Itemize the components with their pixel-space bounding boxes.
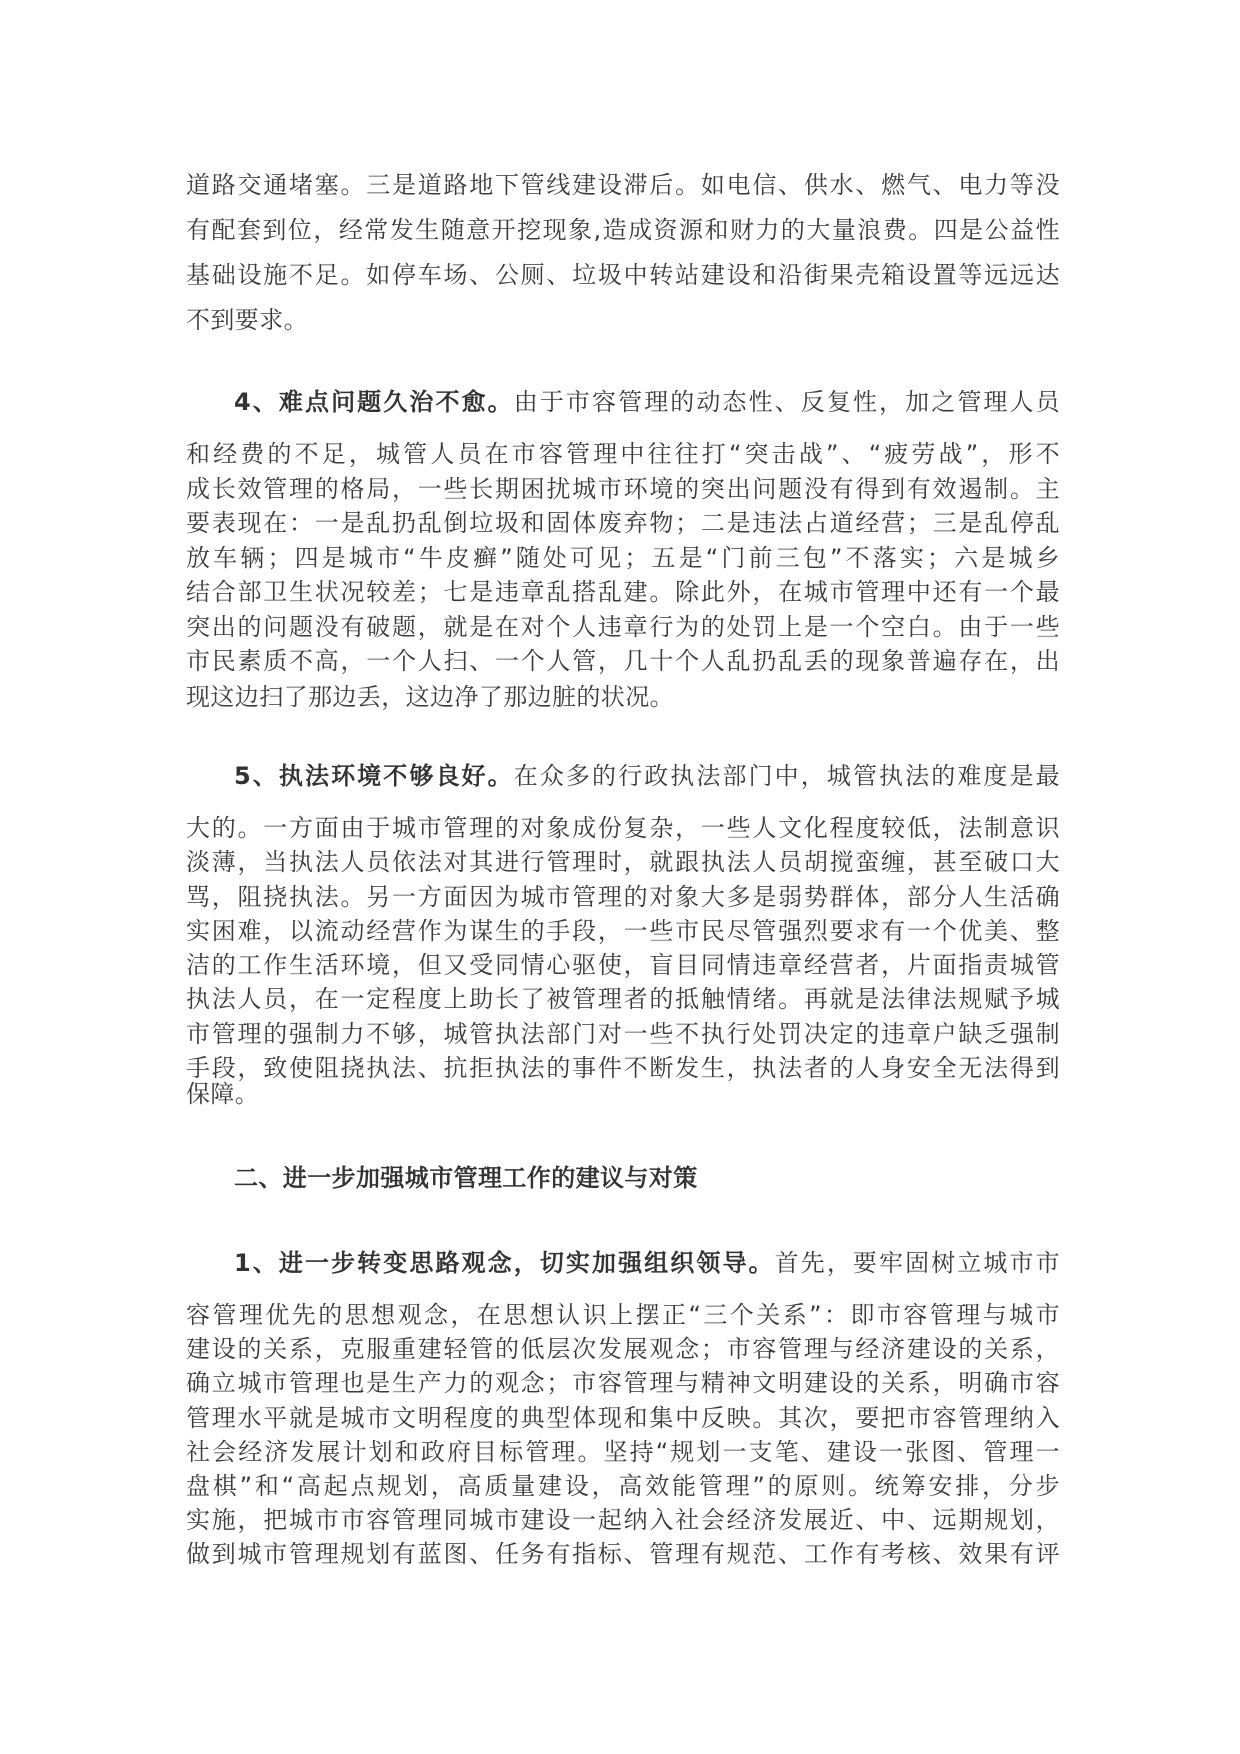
text-line: 执法人员，在一定程度上助长了被管理者的抵触情绪。再就是法律法规赋予城 xyxy=(186,985,1060,1014)
text-line: 手段，致使阻挠执法、抗拒执法的事件不断发生，执法者的人身安全无法得到 xyxy=(186,1054,1060,1083)
text-line: 洁的工作生活环境，但又受同情心驱使，盲目同情违章经营者，片面指责城管 xyxy=(186,951,1060,980)
text-line: 保障。 xyxy=(186,1080,260,1108)
text-line: 结合部卫生状况较差；七是违章乱搭乱建。除此外，在城市管理中还有一个最 xyxy=(186,578,1060,606)
paragraph-difficult-problems-last-line xyxy=(186,682,1060,712)
text-line: 有配套到位，经常发生随意开挖现象,造成资源和财力的大量浪费。四是公益性 xyxy=(186,216,1060,244)
text-line: 盘棋”和“高起点规划，高质量建设，高效能管理”的原则。统筹安排，分步 xyxy=(186,1472,1060,1501)
paragraph-law-enforcement-last-line xyxy=(186,1079,1060,1109)
text-line: 市管理的强制力不够，城管执法部门对一些不执行处罚决定的违章户缺乏强制 xyxy=(186,1019,1060,1048)
text-line: 基础设施不足。如停车场、公厕、垃圾中转站建设和沿街果壳箱设置等远远达 xyxy=(186,261,1060,289)
text-run: 首先，要牢固树立城市市 xyxy=(774,1249,1060,1277)
text-run: 在众多的行政执法部门中，城管执法的难度是最 xyxy=(513,762,1060,790)
paragraph-law-enforcement xyxy=(186,811,1060,1085)
text-run: 由于市容管理的动态性、反复性，加之管理人员 xyxy=(513,388,1060,416)
text-line: 和经费的不足，城管人员在市容管理中往往打“突击战”、“疲劳战”，形不 xyxy=(186,440,1060,468)
paragraph-infrastructure-continued xyxy=(186,163,1060,343)
text-line xyxy=(186,387,1060,417)
text-line: 建设的关系，克服重建轻管的低层次发展观念；市容管理与经济建设的关系， xyxy=(186,1335,1060,1364)
section-heading-text: 二、进一步加强城市管理工作的建议与对策 xyxy=(234,1164,698,1192)
text-line: 现这边扫了那边丢，这边净了那边脏的状况。 xyxy=(186,683,674,711)
paragraph-law-enforcement-first-line xyxy=(186,761,1060,791)
text-line: 容管理优先的思想观念，在思想认识上摆正“三个关系”：即市容管理与城市 xyxy=(186,1301,1060,1329)
text-line: 做到城市管理规划有蓝图、任务有指标、管理有规范、工作有考核、效果有评 xyxy=(186,1540,1060,1569)
text-line: 不到要求。 xyxy=(186,306,308,334)
text-line: 要表现在：一是乱扔乱倒垃圾和固体废弃物；二是违法占道经营；三是乱停乱 xyxy=(186,509,1060,537)
paragraph-lead: 5、执法环境不够良好。 xyxy=(234,762,514,790)
paragraph-lead: 4、难点问题久治不愈。 xyxy=(234,388,514,416)
text-line: 突出的问题没有破题，就是在对个人违章行为的处罚上是一个空白。由于一些 xyxy=(186,612,1060,641)
text-line: 实施，把城市市容管理同城市建设一起纳入社会经济发展近、中、远期规划， xyxy=(186,1506,1060,1535)
section-heading xyxy=(186,1163,1060,1193)
text-line xyxy=(186,1248,1060,1278)
text-line: 骂，阻挠执法。另一方面因为城市管理的对象大多是弱势群体，部分人生活确 xyxy=(186,882,1060,911)
text-line: 淡薄，当执法人员依法对其进行管理时，就跟执法人员胡搅蛮缠，甚至破口大 xyxy=(186,848,1060,877)
paragraph-difficult-problems xyxy=(186,437,1060,679)
paragraph-lead: 1、进一步转变思路观念，切实加强组织领导。 xyxy=(234,1249,775,1277)
text-line xyxy=(186,761,1060,791)
paragraph-transform-thinking xyxy=(186,1298,1060,1572)
text-line: 管理水平就是城市文明程度的典型体现和集中反映。其次，要把市容管理纳入 xyxy=(186,1403,1060,1432)
text-line: 大的。一方面由于城市管理的对象成份复杂，一些人文化程度较低，法制意识 xyxy=(186,814,1060,842)
text-line: 市民素质不高，一个人扫、一个人管，几十个人乱扔乱丢的现象普遍存在，出 xyxy=(186,647,1060,675)
text-line: 放车辆；四是城市“牛皮癣”随处可见；五是“门前三包”不落实；六是城乡 xyxy=(186,543,1060,572)
text-line: 成长效管理的格局，一些长期困扰城市环境的突出问题没有得到有效遏制。主 xyxy=(186,474,1060,503)
text-line: 实困难，以流动经营作为谋生的手段，一些市民尽管强烈要求有一个优美、整 xyxy=(186,916,1060,945)
paragraph-transform-thinking-first-line xyxy=(186,1248,1060,1278)
text-line: 社会经济发展计划和政府目标管理。坚持“规划一支笔、建设一张图、管理一 xyxy=(186,1437,1060,1466)
text-line: 确立城市管理也是生产力的观念；市容管理与精神文明建设的关系，明确市容 xyxy=(186,1369,1060,1398)
text-line: 道路交通堵塞。三是道路地下管线建设滞后。如电信、供水、燃气、电力等没 xyxy=(186,171,1060,199)
paragraph-difficult-problems-first-line xyxy=(186,387,1060,417)
